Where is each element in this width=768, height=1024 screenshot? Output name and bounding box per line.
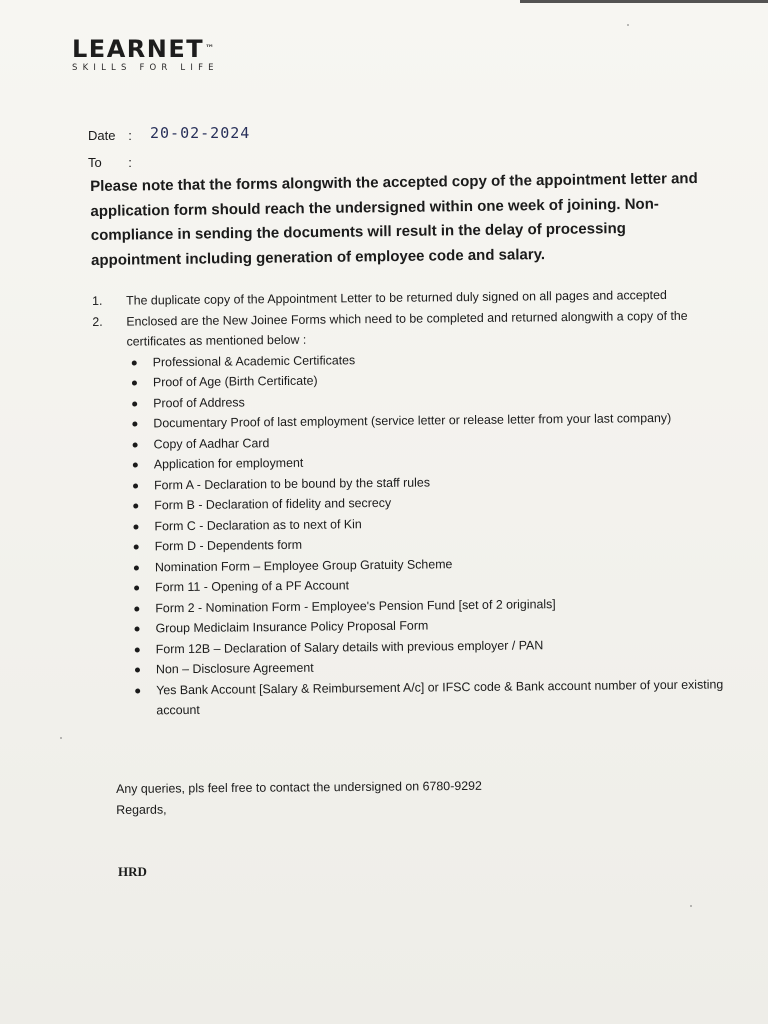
scan-speck — [60, 737, 62, 739]
date-label: Date — [88, 128, 116, 143]
document-item: Documentary Proof of last employment (service letter or release letter from your last company) — [127, 407, 721, 434]
document-item: Form D - Dependents form — [129, 530, 723, 557]
logo-wordmark: LEARNET — [72, 35, 205, 63]
document-item: Proof of Address — [127, 387, 721, 414]
date-row — [88, 126, 250, 144]
scan-edge-line — [520, 0, 768, 3]
document-item: Application for employment — [128, 448, 722, 475]
item-number: 2. — [92, 314, 103, 329]
regards-line: Regards, — [116, 802, 167, 817]
document-item: Form 2 - Nomination Form - Employee's Pension Fund [set of 2 originals] — [129, 592, 723, 619]
scan-speck — [690, 905, 692, 907]
date-value: 20-02-2024 — [150, 124, 251, 142]
document-item: Proof of Age (Birth Certificate) — [127, 366, 721, 393]
document-item: Non – Disclosure Agreement — [130, 653, 724, 680]
to-row — [88, 155, 140, 170]
document-item: Form B - Declaration of fidelity and secrecy — [128, 489, 722, 516]
document-item: Group Mediclaim Insurance Policy Proposal Form — [129, 612, 723, 639]
document-item: Copy of Aadhar Card — [128, 428, 722, 455]
logo-mark: ™ — [205, 44, 216, 54]
item-text: The duplicate copy of the Appointment Letter to be returned duly signed on all pages and accepted — [126, 287, 667, 308]
notice-paragraph: Please note that the forms alongwith the accepted copy of the appointment letter and application form should reach the undersigned within one week of joining. Non- compliance in sending the documents will result in the delay of processing appointment including generation of employee code and salary. — [90, 170, 698, 269]
item-text: Enclosed are the New Joinee Forms which need to be completed and returned alongwith a copy of the certificates as mentioned below : — [126, 308, 688, 349]
documents-list — [91, 346, 725, 722]
document-item: Form A - Declaration to be bound by the staff rules — [128, 469, 722, 496]
list-item — [90, 305, 720, 353]
to-label: To — [88, 155, 102, 170]
document-item: Yes Bank Account [Salary & Reimbursement A/c] or IFSC code & Bank account number of your existing account — [130, 674, 724, 721]
to-colon: : — [128, 155, 132, 170]
scan-speck — [627, 24, 629, 26]
document-item: Form 12B – Declaration of Salary details with previous employer / PAN — [130, 633, 724, 660]
item-number: 1. — [92, 293, 103, 308]
document-item: Form 11 - Opening of a PF Account — [129, 571, 723, 598]
queries-line: Any queries, pls feel free to contact the undersigned on 6780-9292 — [116, 778, 482, 796]
document-item: Nomination Form – Employee Group Gratuity Scheme — [129, 551, 723, 578]
company-logo — [72, 36, 252, 73]
signature-hrd: HRD — [118, 864, 147, 879]
closing-block — [116, 776, 482, 820]
document-item: Form C - Declaration as to next of Kin — [128, 510, 722, 537]
instructions-list — [90, 284, 724, 721]
logo-tagline: SKILLS FOR LIFE — [72, 63, 219, 73]
document-item: Professional & Academic Certificates — [127, 346, 721, 373]
date-colon: : — [128, 128, 132, 143]
